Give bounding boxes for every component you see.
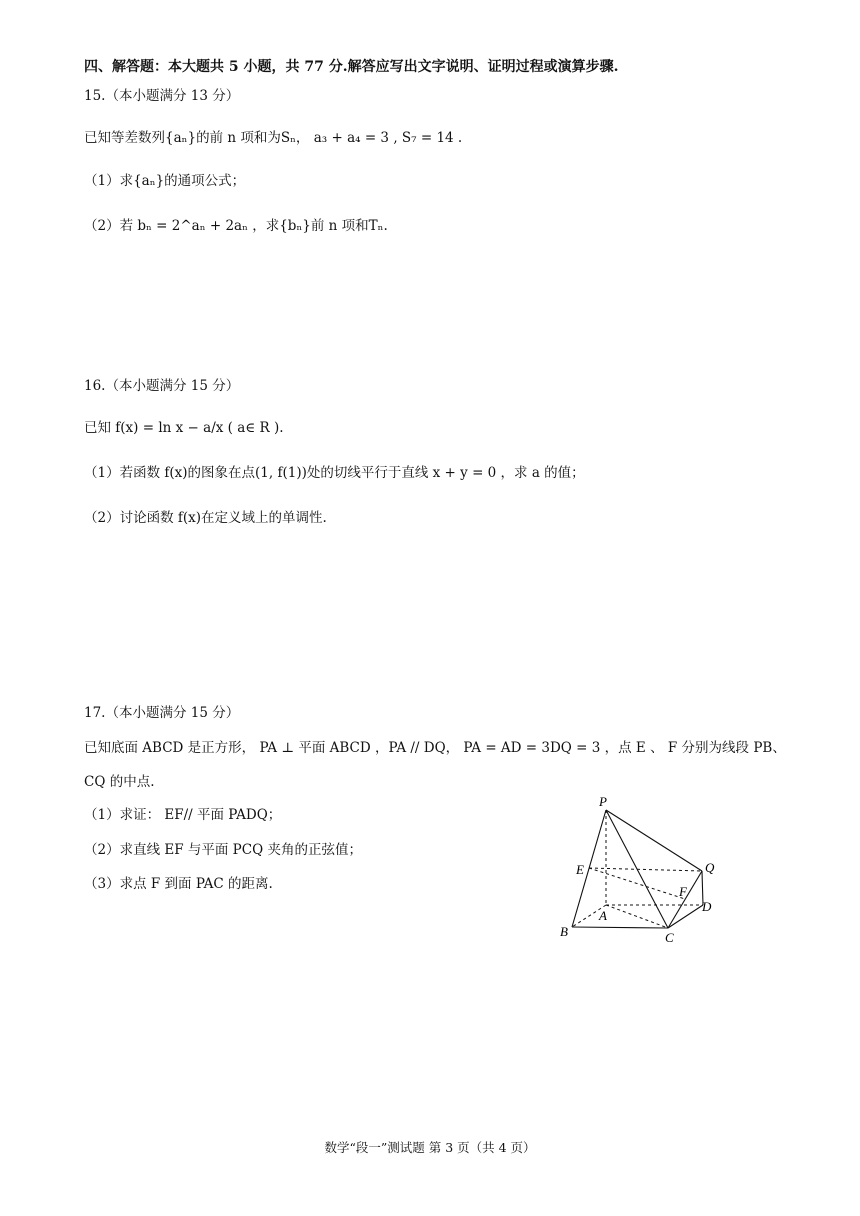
section-title: 四、解答题：本大题共 5 小题，共 77 分.解答应写出文字说明、证明过程或演算步骤.	[84, 59, 619, 75]
label-A: A	[599, 908, 607, 923]
problem-17-part-1: （1）求证： EF// 平面 PADQ；	[84, 807, 282, 823]
problem-15-stem: 已知等差数列{aₙ}的前 n 项和为Sₙ， a₃ + a₄ = 3 , S₇ = 14 .	[84, 130, 463, 146]
label-P: P	[599, 794, 607, 809]
problem-17-stem-line-2: CQ 的中点.	[84, 774, 155, 790]
label-D: D	[702, 899, 712, 914]
problem-16-part-2: （2）讨论函数 f(x)在定义域上的单调性.	[84, 510, 327, 526]
problem-15-header: 15.（本小题满分 13 分）	[84, 88, 240, 104]
problem-17-header: 17.（本小题满分 15 分）	[84, 705, 240, 721]
label-B: B	[560, 924, 568, 939]
pyramid-figure	[555, 790, 730, 950]
problem-16-part-1: （1）若函数 f(x)的图象在点(1, f(1))处的切线平行于直线 x + y = 0 ，求 a 的值；	[84, 465, 585, 481]
edge-CD	[668, 905, 703, 928]
problem-16-header: 16.（本小题满分 15 分）	[84, 378, 240, 394]
edge-BC	[572, 927, 668, 928]
problem-16-stem: 已知 f(x) = ln x − a/x ( a∈ R ).	[84, 420, 284, 436]
label-F: F	[679, 884, 687, 899]
label-Q: Q	[705, 860, 715, 875]
problem-15-part-2: （2）若 bₙ = 2^aₙ + 2aₙ ，求{bₙ}前 n 项和Tₙ.	[84, 218, 388, 234]
label-C: C	[665, 930, 674, 945]
problem-17-stem-line-1: 已知底面 ABCD 是正方形， PA ⊥ 平面 ABCD ，PA // DQ， PA = AD = 3DQ = 3 ，点 E 、 F 分别为线段 PB、	[84, 740, 786, 756]
edge-AC	[606, 905, 668, 928]
segment-EF	[589, 868, 685, 899]
label-E: E	[576, 862, 584, 877]
problem-17-part-3: （3）求点 F 到面 PAC 的距离.	[84, 876, 273, 892]
edge-QC	[668, 871, 702, 928]
page-footer: 数学“段一”测试题 第 3 页（共 4 页）	[324, 1140, 536, 1155]
problem-17-part-2: （2）求直线 EF 与平面 PCQ 夹角的正弦值；	[84, 842, 362, 858]
edge-PQ	[606, 810, 702, 871]
problem-15-part-1: （1）求{aₙ}的通项公式；	[84, 173, 246, 189]
